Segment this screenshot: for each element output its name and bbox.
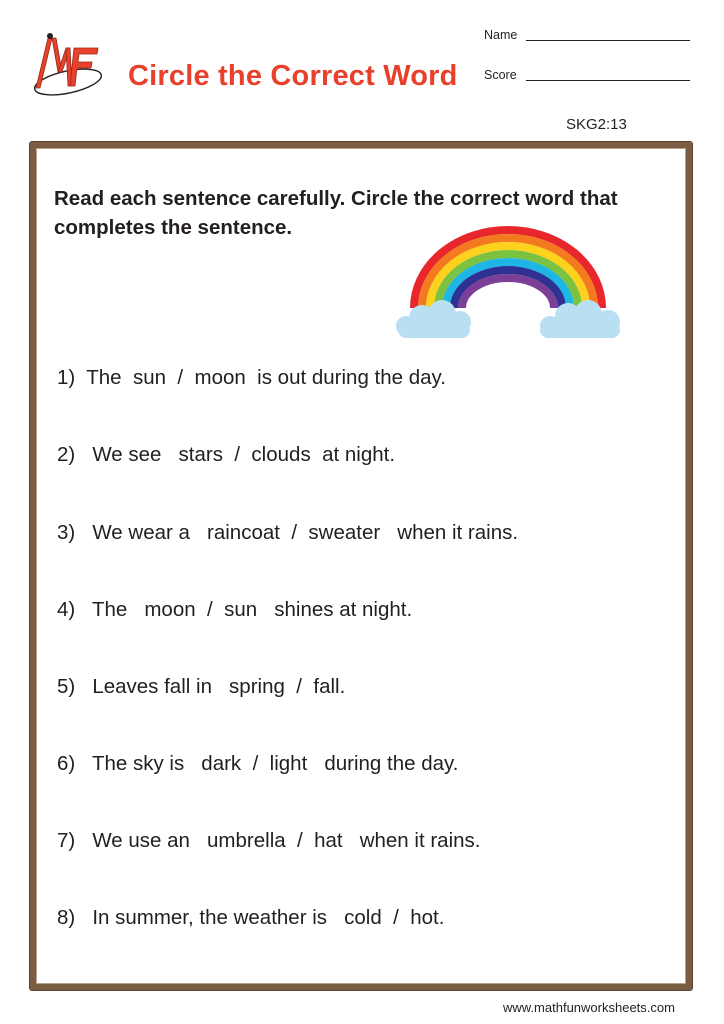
question-1: 1) The sun / moon is out during the day. bbox=[57, 366, 446, 389]
question-7: 7) We use an umbrella / hat when it rains. bbox=[57, 829, 481, 852]
score-label: Score bbox=[484, 68, 517, 82]
score-field[interactable] bbox=[484, 68, 517, 82]
name-label: Name bbox=[484, 28, 518, 42]
question-3: 3) We wear a raincoat / sweater when it rains. bbox=[57, 521, 519, 544]
rainbow-illustration bbox=[388, 222, 628, 346]
question-2: 2) We see stars / clouds at night. bbox=[57, 443, 396, 466]
question-4: 4) The moon / sun shines at night. bbox=[57, 598, 413, 621]
question-8: 8) In summer, the weather is cold / hot. bbox=[57, 906, 445, 929]
mathfun-logo bbox=[30, 30, 104, 100]
question-6: 6) The sky is dark / light during the day. bbox=[57, 752, 459, 775]
question-5: 5) Leaves fall in spring / fall. bbox=[57, 675, 346, 698]
instructions: Read each sentence carefully. Circle the correct word that completes the sentence. bbox=[54, 187, 618, 239]
worksheet-code: SKG2:13 bbox=[566, 116, 627, 133]
footer-url[interactable]: www.mathfunworksheets.com bbox=[503, 1000, 675, 1015]
name-line[interactable] bbox=[526, 40, 690, 41]
worksheet-title: Circle the Correct Word bbox=[128, 60, 458, 92]
score-line[interactable] bbox=[526, 80, 690, 81]
name-field[interactable] bbox=[484, 28, 517, 42]
